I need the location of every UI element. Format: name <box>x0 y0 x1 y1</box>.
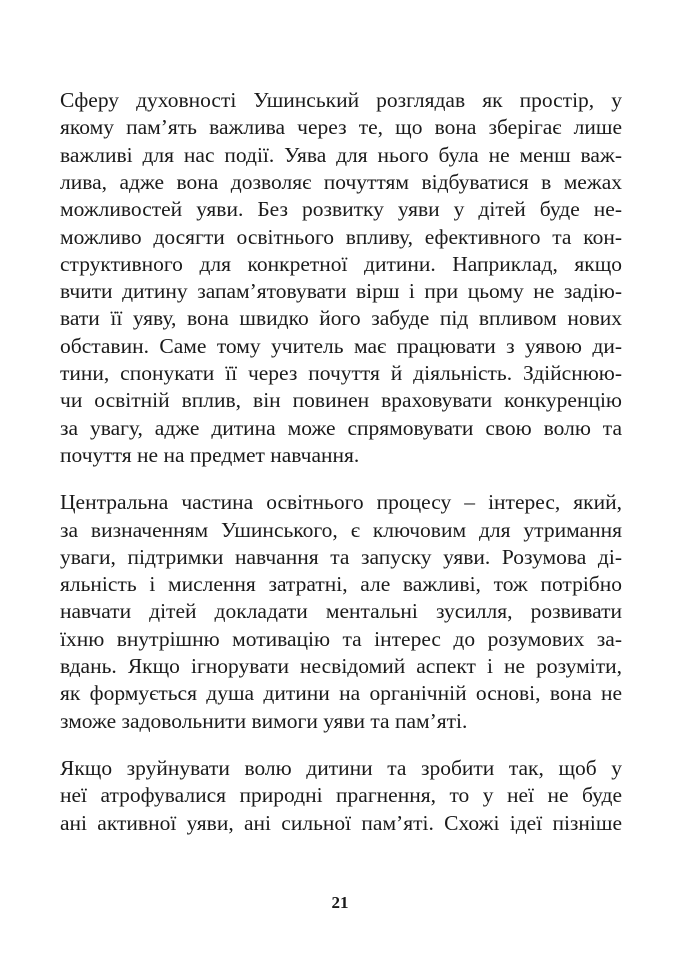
text-line: можливо досягти освітнього впливу, ефективного та кон- <box>60 224 622 249</box>
text-line: навчати дітей докладати ментальні зусилля, розвивати <box>60 599 622 624</box>
text-line: якому пам’ять важлива через те, що вона зберігає лише <box>60 115 622 140</box>
text-line: за увагу, адже дитина може спрямовувати свою волю та <box>60 415 622 440</box>
text-line: яльність і мислення затратні, але важливі, тож потрібно <box>60 572 622 597</box>
text-line: за визначенням Ушинського, є ключовим для утримання <box>60 517 622 542</box>
page-number: 21 <box>331 893 349 912</box>
text-line: обставин. Саме тому учитель має працювати з уявою ди- <box>60 333 622 358</box>
text-line: Центральна частина освітнього процесу – інтерес, який, <box>60 490 622 515</box>
text-line: Сферу духовності Ушинський розглядав як простір, у <box>60 88 622 112</box>
text-line: ані активної уяви, ані сильної пам’яті. Схожі ідеї пізніше <box>60 810 622 835</box>
text-line: структивного для конкретної дитини. Наприклад, якщо <box>60 251 622 276</box>
text-line: як формується душа дитини на органічній основі, вона не <box>60 681 622 706</box>
text-line: можливостей уяви. Без розвитку уяви у дітей буде не- <box>60 197 622 222</box>
text-line: вчити дитину запам’ятовувати вірш і при цьому не задію- <box>60 279 622 304</box>
text-line: лива, адже вона дозволяє почуттям відбуватися в межах <box>60 169 622 194</box>
text-line: важливі для нас події. Уява для нього була не менш важ- <box>60 142 622 167</box>
text-line: їхню внутрішню мотивацію та інтерес до розумових за- <box>60 626 622 651</box>
text-line: зможе задовольнити вимоги уяви та пам’яті. <box>60 708 468 733</box>
text-line: тини, спонукати її через почуття й діяльність. Здійснюю- <box>60 361 622 385</box>
text-line: почуття не на предмет навчання. <box>60 442 360 467</box>
text-line: чи освітній вплив, він повинен враховувати конкуренцію <box>60 388 622 413</box>
text-line: неї атрофувалися природні прагнення, то у неї не буде <box>60 783 622 808</box>
text-line: уваги, підтримки навчання та запуску уяви. Розумова ді- <box>60 544 622 569</box>
text-line: Якщо зруйнувати волю дитини та зробити так, щоб у <box>60 755 622 780</box>
text-line: вдань. Якщо ігнорувати несвідомий аспект і не розуміти, <box>60 654 622 678</box>
text-line: вати її уяву, вона швидко його забуде під впливом нових <box>60 306 622 331</box>
